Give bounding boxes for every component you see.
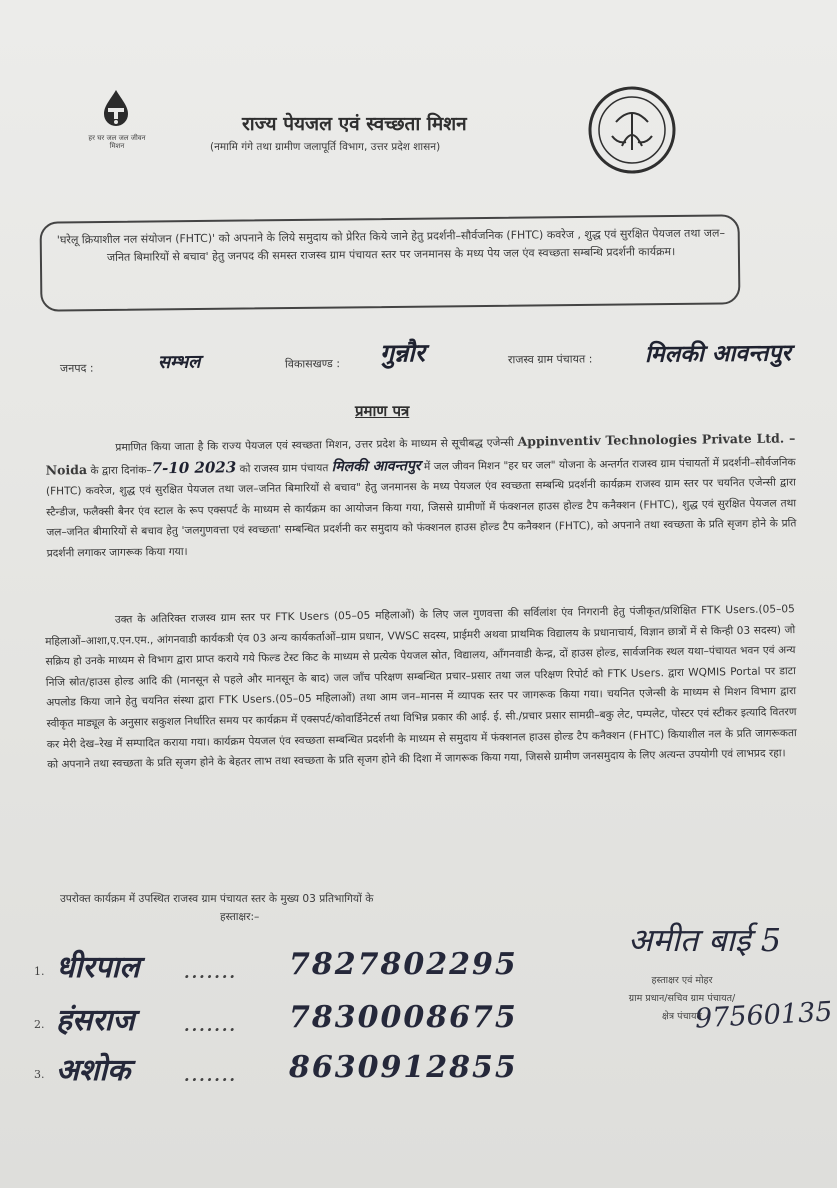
location-fields xyxy=(59,338,820,389)
signatory-phone: 7827802295 xyxy=(289,947,518,982)
signatory-row xyxy=(34,945,554,993)
mission-title: राज्य पेयजल एवं स्वच्छता मिशन xyxy=(242,113,467,135)
emblem-seal-icon xyxy=(586,84,678,176)
authority-caption-line1: हस्ताक्षर एवं मोहर xyxy=(651,975,713,986)
p1-intro: प्रमाणित किया जाता है कि राज्य पेयजल एवं स्वच्छता मिशन, उत्तर प्रदेश के माध्यम से सूचीबद्ध एजेन्सी xyxy=(115,436,514,454)
authority-caption-line2: ग्राम प्रधान/सचिव ग्राम पंचायत/ xyxy=(628,993,736,1004)
signatory-row xyxy=(34,998,554,1046)
dotted-leader: ....... xyxy=(184,1016,237,1035)
signatory-row xyxy=(34,1048,554,1096)
panchayat-label: राजस्व ग्राम पंचायत : xyxy=(507,352,593,367)
p2-text: उक्त के अतिरिक्त राजस्व ग्राम स्तर पर FTK Users (05–05 महिलाओं) के लिए जल गुणवत्ता की सर्विलांश एंव निगरानी हेतु पंजीकृत/प्रशिक्षित FTK Users.(05–05 महिलाओं–आशा,ए.एन.एम., आंगनवाडी कार्यकत्री एंव 03 अन्य कार्यकर्ताओं–ग्राम प्रधान, VWSC सदस्य, प्राईमरी अथवा प्राथमिक विद्यालय के प्रधानाचार्य, विज्ञान छात्रों में से किन्ही 03 सदस्य) जो सक्रिय हो उनके माध्यम से विभाग द्वारा प्राप्त कराये गये फिल्ड टेस्ट किट के माध्यम से प्रत्येक पेयजल स्रोत, विद्यालय, आँगनवाडी केन्द्र, दों हाउस होल्ड, सार्वजनिक स्थल यथा–पंचायत भवन एवं अन्य निजि स्रोत/हाउस होल्ड आदि की (मानसून से पहले और मानसून के बाद) जल जाँच परिक्षण सम्बन्धित प्रचार–प्रसार तथा जल परिक्षण रिपोर्ट को FTK Users. द्वारा WQMIS Portal पर डाटा अपलोड किया जाने हेतु चयनित संस्था द्वारा FTK Users.(05–05 महिलाओं) तथा आम जन–मानस में व्यापक स्तर पर जागरूक किया गया। चयनित एजेन्सी के माध्यम से मिशन विभाग द्वारा स्वीकृत माड्यूल के अनुसार सकुशल निर्धारित समय पर कार्यक्रम में एक्सपर्ट/कोवार्डिनेटर्स तथा विभिन्न प्रकार की आई. ई. सी./प्रचार प्रसार सामग्री–बकु लेट, पम्पलेट, पोस्टर एवं स्टीकर इत्यादि वितरण कर मेरी देख–रेख में सम्पादित कराया गया। कार्यक्रम पेयजल एंव स्वच्छता सम्बन्धित प्रदर्शनी के माध्यम से समुदाय में फंक्शनल हाउस होल्ड टैप कनैक्शन (FHTC) कियाशील नल के प्रति जागरूकता को अपनाने तथा स्वच्छता के प्रति सृजग होने के बेहतर लाभ तथा स्वच्छता के प्रति सृजग होने की दिशा में जागरूक किया गया, जिससे ग्रामीण जनसमुदाय के लिए अत्यन्त उपयोगी एवं लाभप्रद रहा। xyxy=(45,603,797,772)
paragraph-2 xyxy=(45,599,797,776)
dotted-leader: ....... xyxy=(184,1066,237,1085)
logo-caption: हर घर जल जल जीवन मिशन xyxy=(88,134,146,150)
har-ghar-jal-logo xyxy=(82,86,152,170)
signatory-name: अशोक xyxy=(56,1053,131,1088)
signatory-name: धीरपाल xyxy=(56,950,140,985)
signatory-phone: 8630912855 xyxy=(289,1050,518,1085)
signatories-intro xyxy=(60,890,540,926)
program-description: 'घरेलू क्रियाशील नल संयोजन (FHTC)' को अपनाने के लिये समुदाय को प्रेरित किये जाने हेतु प्रदर्शनी–सौर्वजनिक (FHTC) कवरेज , शुद्ध एवं सुरक्षित पेयजल तथा जल–जनित बिमारियों से बचाव' हेतु जनपद की समस्त राजस्व ग्राम पंचायत स्तर पर जनमानस के मध्य पेय जल एंव स्वच्छता सम्बन्धि प्रदर्शनी कार्यक्रम। xyxy=(56,226,725,264)
authority-signature: अमीत बाई 5 xyxy=(628,921,782,959)
water-tap-icon xyxy=(97,88,135,128)
block-value: गुन्नौर xyxy=(379,338,426,368)
block-label: विकासखण्ड : xyxy=(284,357,341,371)
dotted-leader: ....... xyxy=(184,963,237,982)
signatories-intro-line2: हस्ताक्षर:– xyxy=(220,911,260,923)
district-label: जनपद : xyxy=(59,361,94,375)
paragraph-1 xyxy=(45,428,796,564)
signatory-number: 1. xyxy=(34,965,45,978)
panchayat-handwritten: मिलकी आवन्तपुर xyxy=(331,457,421,475)
program-date: 7-10 2023 xyxy=(151,457,237,477)
signatory-number: 3. xyxy=(34,1068,45,1081)
up-government-emblem xyxy=(586,84,678,176)
agency-name: Appinventiv Technologies Private Ltd. – Noida xyxy=(45,430,796,478)
signatories-intro-line1: उपरोक्त कार्यक्रम में उपस्थित राजस्व ग्राम पंचायत स्तर के मुख्य 03 प्रतिभागियों के xyxy=(60,893,374,905)
p1-rest: में जल जीवन मिशन "हर घर जल" योजना के अन्तर्गत राजस्व ग्राम पंचायतों में प्रदर्शनी–सौर्वजनिक (FHTC) कवरेज, शुद्ध एवं सुरक्षित पेयजल तथा जल–जनित बिमारियों से बचाव" हेतु जनमानस के मध्य पेयजल एंव स्वच्छता सम्बन्धि प्रदर्शनी कार्यक्रम राजस्व ग्राम स्तर पर चयनित एजेन्सी द्वारा स्टैन्डीज, फलैक्सी बैनर एंव स्टाल के रूप एक्सपर्ट के माध्यम से कार्यक्रम का आयोजन किया गया, जिससे ग्रामीणों में फंक्शनल हाउस होल्ड टैप कनैक्शन (FHTC), शुद्ध एवं सुरक्षित पेयजल तथा जल–जनित बीमारियों से बचाव हेतु 'जलगुणवत्ता एवं स्वच्छता' सम्बन्धित प्रदर्शनी कर समुदाय को फंक्शनल हाउस होल्ड टैप कनैक्शन (FHTC), को अपनाने तथा स्वच्छता के प्रति सृजग होने के प्रति प्रदर्शनी लगाकर जागरूक किया गया। xyxy=(45,456,797,560)
p1-date-suffix: को राजस्व ग्राम पंचायत xyxy=(236,461,329,475)
certificate-heading: प्रमाण पत्र xyxy=(355,402,410,420)
signatory-name: हंसराज xyxy=(56,1003,135,1038)
authority-phone: 97560135 xyxy=(694,996,834,1035)
authority-caption-line3: क्षेत्र पंचायत xyxy=(662,1011,702,1022)
signatory-phone: 7830008675 xyxy=(289,1000,518,1035)
district-value: सम्भल xyxy=(157,351,201,373)
signatory-number: 2. xyxy=(34,1018,45,1031)
panchayat-value: मिलकी आवन्तपुर xyxy=(644,339,791,368)
department-subtitle: (नमामि गंगे तथा ग्रामीण जलापूर्ति विभाग, उत्तर प्रदेश शासन) xyxy=(210,141,441,153)
p1-date-prefix: के द्वारा दिनांक– xyxy=(86,463,152,477)
